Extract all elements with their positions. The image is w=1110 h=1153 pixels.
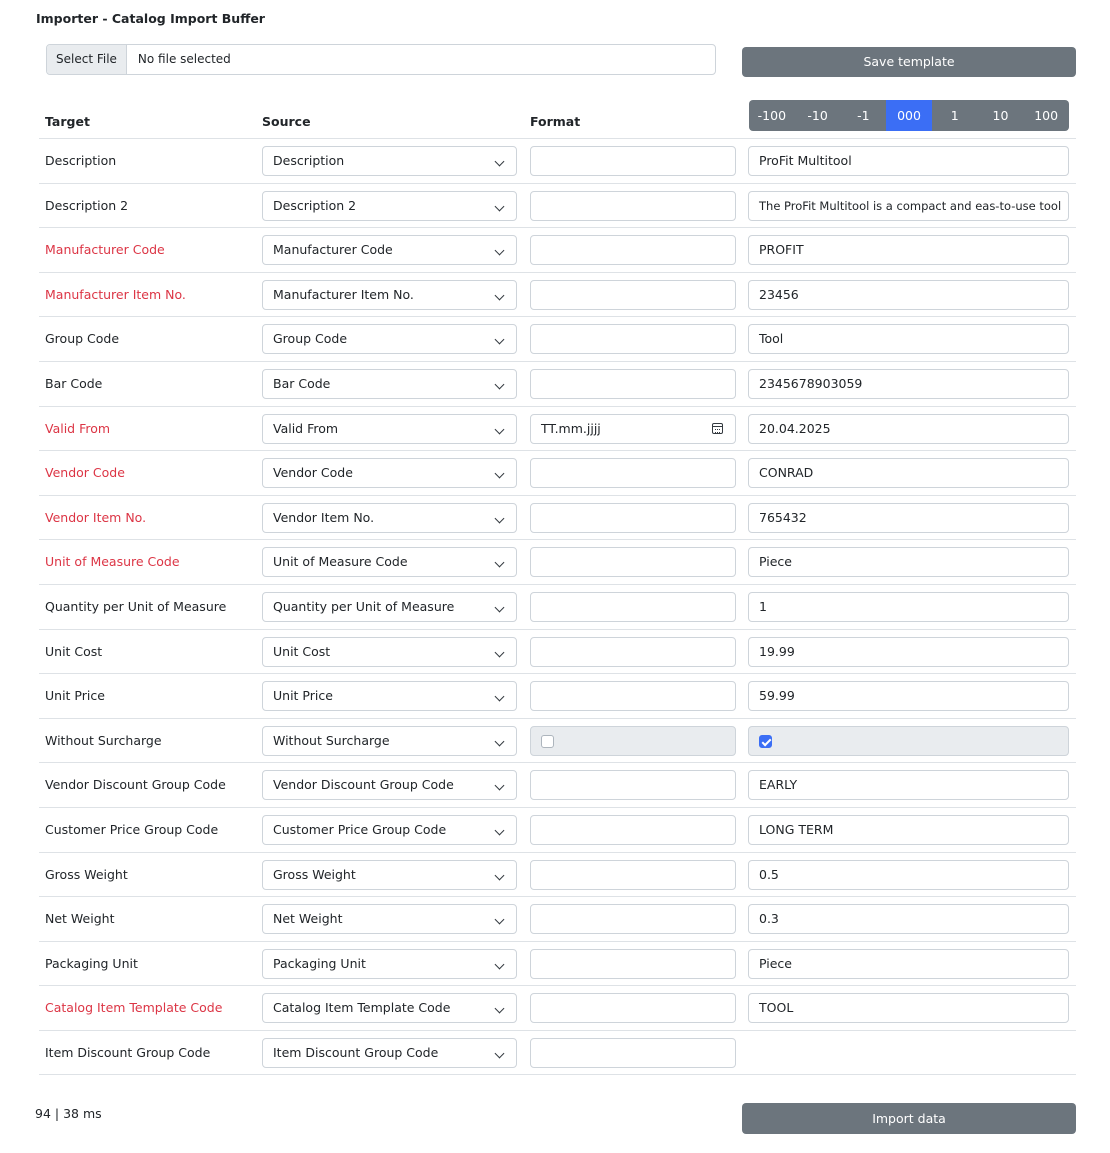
stats-text: 94 | 38 ms — [35, 1106, 102, 1121]
source-select[interactable] — [262, 280, 517, 310]
format-input[interactable] — [530, 414, 736, 444]
target-field-label: Quantity per Unit of Measure — [45, 598, 227, 614]
value-input[interactable]: 2345678903059 — [748, 369, 1069, 399]
source-select-value: Description 2 — [273, 197, 357, 213]
source-select-value: Item Discount Group Code — [273, 1044, 439, 1060]
source-select-value: Net Weight — [273, 911, 343, 927]
format-input[interactable] — [530, 369, 736, 399]
format-input[interactable] — [530, 191, 736, 221]
chevron-down-icon — [495, 201, 505, 211]
value-input[interactable]: Tool — [748, 324, 1069, 354]
target-field-label: Group Code — [45, 331, 120, 347]
table-row — [39, 897, 1076, 942]
source-select-value: Vendor Discount Group Code — [273, 777, 454, 793]
chevron-down-icon — [495, 469, 505, 479]
table-row — [39, 451, 1076, 496]
chevron-down-icon — [495, 736, 505, 746]
source-select[interactable] — [262, 235, 517, 265]
source-select-value: Customer Price Group Code — [273, 821, 447, 837]
source-select[interactable] — [262, 146, 517, 176]
source-select[interactable] — [262, 770, 517, 800]
format-input[interactable] — [530, 860, 736, 890]
target-field-label: Vendor Item No. — [45, 509, 147, 525]
source-select[interactable] — [262, 726, 517, 756]
column-header-format: Format — [530, 114, 581, 129]
target-field-label: Unit of Measure Code — [45, 554, 180, 570]
offset-stepper — [749, 100, 1069, 131]
chevron-down-icon — [495, 692, 505, 702]
chevron-down-icon — [495, 157, 505, 167]
format-input[interactable] — [530, 1038, 736, 1068]
value-input[interactable]: The ProFit Multitool is a compact and eas-to-use tool — [748, 191, 1069, 221]
value-input[interactable]: 20.04.2025 — [748, 414, 1069, 444]
format-input[interactable] — [530, 726, 736, 756]
source-select[interactable] — [262, 458, 517, 488]
table-row — [39, 808, 1076, 853]
source-select-value: Quantity per Unit of Measure — [273, 598, 455, 614]
chevron-down-icon — [495, 602, 505, 612]
calendar-icon[interactable] — [712, 423, 723, 434]
source-select-value: Vendor Code — [273, 465, 353, 481]
value-checkbox[interactable] — [759, 735, 772, 748]
offset-step-button[interactable]: 000 — [886, 100, 932, 131]
format-input[interactable] — [530, 815, 736, 845]
source-select-value: Unit Cost — [273, 643, 331, 659]
value-input[interactable]: 19.99 — [748, 637, 1069, 667]
source-select[interactable] — [262, 949, 517, 979]
chevron-down-icon — [495, 647, 505, 657]
offset-step-button[interactable]: -100 — [757, 108, 787, 123]
table-row — [39, 496, 1076, 541]
source-select[interactable] — [262, 324, 517, 354]
chevron-down-icon — [495, 825, 505, 835]
source-select[interactable] — [262, 637, 517, 667]
value-input[interactable]: 0.5 — [748, 860, 1069, 890]
target-field-label: Item Discount Group Code — [45, 1044, 211, 1060]
source-select-value: Group Code — [273, 331, 348, 347]
source-select[interactable] — [262, 815, 517, 845]
table-row — [39, 942, 1076, 987]
value-input[interactable]: 23456 — [748, 280, 1069, 310]
select-file-button[interactable]: Select File — [47, 45, 127, 74]
target-field-label: Unit Price — [45, 688, 105, 704]
value-input[interactable]: 0.3 — [748, 904, 1069, 934]
target-field-label: Catalog Item Template Code — [45, 1000, 223, 1016]
value-input[interactable]: TOOL — [748, 993, 1069, 1023]
format-input[interactable] — [530, 993, 736, 1023]
source-select-value: Catalog Item Template Code — [273, 1000, 451, 1016]
target-field-label: Manufacturer Code — [45, 242, 165, 258]
source-select[interactable] — [262, 904, 517, 934]
format-input[interactable] — [530, 280, 736, 310]
table-row — [39, 986, 1076, 1031]
source-select-value: Packaging Unit — [273, 955, 366, 971]
format-input[interactable] — [530, 770, 736, 800]
source-select-value: Bar Code — [273, 375, 331, 391]
table-row — [39, 362, 1076, 407]
format-input-value: TT.mm.jjjj — [541, 420, 601, 436]
source-select-value: Manufacturer Code — [273, 242, 393, 258]
table-row — [39, 317, 1076, 362]
chevron-down-icon — [495, 335, 505, 345]
column-header-target: Target — [45, 114, 90, 129]
mapping-table — [39, 139, 1076, 1075]
format-input[interactable] — [530, 235, 736, 265]
target-field-label: Unit Cost — [45, 643, 103, 659]
chevron-down-icon — [495, 424, 505, 434]
source-select[interactable] — [262, 1038, 517, 1068]
target-field-label: Net Weight — [45, 911, 115, 927]
target-field-label: Gross Weight — [45, 866, 128, 882]
offset-step-button[interactable]: -1 — [857, 108, 870, 123]
target-field-label: Vendor Discount Group Code — [45, 777, 226, 793]
import-data-button[interactable]: Import data — [742, 1103, 1076, 1134]
chevron-down-icon — [495, 1048, 505, 1058]
value-input[interactable]: LONG TERM — [748, 815, 1069, 845]
table-row — [39, 719, 1076, 764]
table-row — [39, 184, 1076, 229]
value-input[interactable]: EARLY — [748, 770, 1069, 800]
source-select-value: Unit Price — [273, 688, 333, 704]
target-field-label: Customer Price Group Code — [45, 821, 219, 837]
source-select-value: Unit of Measure Code — [273, 554, 408, 570]
format-input[interactable] — [530, 146, 736, 176]
chevron-down-icon — [495, 959, 505, 969]
format-input[interactable] — [530, 592, 736, 622]
value-input[interactable]: Piece — [748, 949, 1069, 979]
target-field-label: Bar Code — [45, 375, 103, 391]
chevron-down-icon — [495, 558, 505, 568]
format-input[interactable] — [530, 324, 736, 354]
source-select[interactable] — [262, 503, 517, 533]
source-select[interactable] — [262, 191, 517, 221]
target-field-label: Description — [45, 153, 117, 168]
table-row — [39, 228, 1076, 273]
offset-step-button[interactable]: 1 — [950, 108, 959, 123]
table-row — [39, 407, 1076, 452]
table-row — [39, 1031, 1076, 1076]
format-input[interactable] — [530, 949, 736, 979]
table-row — [39, 763, 1076, 808]
source-select-value: Vendor Item No. — [273, 509, 375, 525]
table-row — [39, 674, 1076, 719]
table-row — [39, 853, 1076, 898]
offset-step-button[interactable]: 100 — [1034, 108, 1059, 123]
chevron-down-icon — [495, 513, 505, 523]
chevron-down-icon — [495, 380, 505, 390]
source-select[interactable] — [262, 681, 517, 711]
target-field-label: Manufacturer Item No. — [45, 286, 186, 302]
value-input[interactable] — [748, 726, 1069, 756]
value-input[interactable]: PROFIT — [748, 235, 1069, 265]
table-row — [39, 585, 1076, 630]
format-checkbox[interactable] — [541, 735, 554, 748]
value-input[interactable]: 1 — [748, 592, 1069, 622]
source-select-value: Manufacturer Item No. — [273, 286, 414, 302]
source-select[interactable] — [262, 592, 517, 622]
chevron-down-icon — [495, 915, 505, 925]
value-input[interactable]: ProFit Multitool — [748, 146, 1069, 176]
format-input[interactable] — [530, 637, 736, 667]
source-select-value: Gross Weight — [273, 866, 356, 882]
chevron-down-icon — [495, 870, 505, 880]
table-row — [39, 630, 1076, 675]
chevron-down-icon — [495, 1004, 505, 1014]
table-row — [39, 139, 1076, 184]
source-select[interactable] — [262, 414, 517, 444]
source-select[interactable] — [262, 993, 517, 1023]
target-field-label: Description 2 — [45, 197, 129, 213]
offset-step-button[interactable]: -10 — [807, 108, 828, 123]
column-header-source: Source — [262, 114, 311, 129]
value-input[interactable]: CONRAD — [748, 458, 1069, 488]
target-field-label: Without Surcharge — [45, 732, 162, 748]
format-input[interactable] — [530, 503, 736, 533]
source-select[interactable] — [262, 369, 517, 399]
chevron-down-icon — [495, 246, 505, 256]
chevron-down-icon — [495, 781, 505, 791]
file-status: No file selected — [137, 52, 231, 66]
offset-step-button[interactable]: 10 — [992, 108, 1009, 123]
source-select-value: Without Surcharge — [273, 732, 390, 748]
source-select[interactable] — [262, 547, 517, 577]
table-row — [39, 273, 1076, 318]
format-input[interactable] — [530, 458, 736, 488]
format-input[interactable] — [530, 904, 736, 934]
format-input[interactable] — [530, 681, 736, 711]
target-field-label: Vendor Code — [45, 465, 125, 481]
source-select-value: Description — [273, 153, 345, 168]
page-title: Importer - Catalog Import Buffer — [36, 11, 265, 26]
value-input[interactable]: 765432 — [748, 503, 1069, 533]
target-field-label: Valid From — [45, 420, 111, 436]
target-field-label: Packaging Unit — [45, 955, 138, 971]
value-input[interactable]: 59.99 — [748, 681, 1069, 711]
format-input[interactable] — [530, 547, 736, 577]
source-select-value: Valid From — [273, 420, 339, 436]
chevron-down-icon — [495, 290, 505, 300]
table-row — [39, 540, 1076, 585]
save-template-button[interactable]: Save template — [742, 47, 1076, 77]
source-select[interactable] — [262, 860, 517, 890]
value-input[interactable]: Piece — [748, 547, 1069, 577]
file-picker[interactable] — [46, 44, 716, 75]
